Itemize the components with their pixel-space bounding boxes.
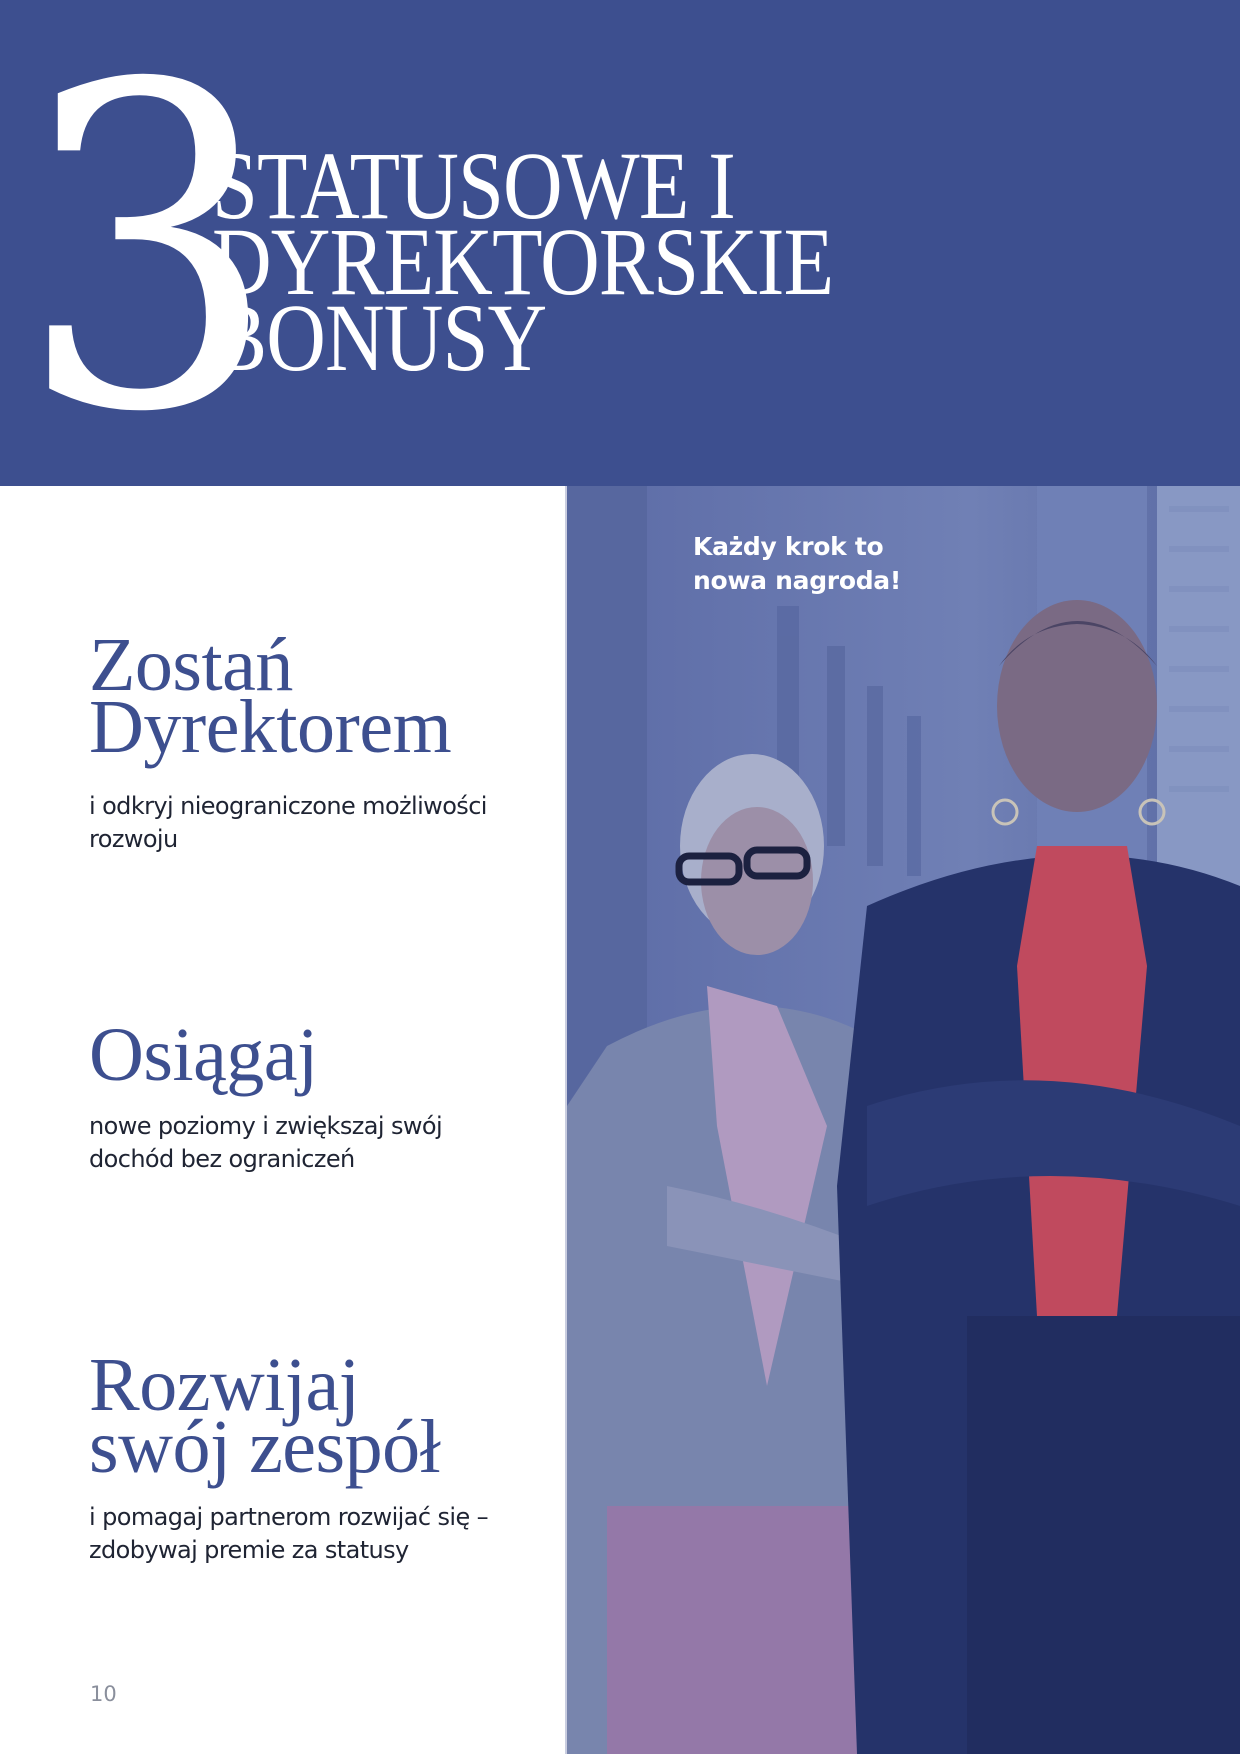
photo-tagline-line: nowa nagroda!: [693, 566, 901, 595]
section-heading-line: swój zespół: [89, 1405, 441, 1489]
section-heading-line: Rozwijaj: [89, 1343, 360, 1427]
header-band: [0, 0, 1240, 486]
section-text-achieve: [89, 1110, 549, 1176]
photo-tagline: [693, 530, 901, 598]
section-text-team: [89, 1501, 549, 1567]
section-heading-team: [89, 1343, 441, 1489]
photo-illustration: [567, 486, 1240, 1754]
section-text-line: i odkryj nieograniczone możliwości: [89, 792, 487, 820]
section-text-director: [89, 790, 549, 856]
section-text-line: nowe poziomy i zwiększaj swój: [89, 1112, 443, 1140]
chapter-number: 3: [18, 0, 279, 486]
section-heading-line: Osiągaj: [89, 1013, 318, 1097]
chapter-title-line-2: DYREKTORSKIE: [212, 208, 834, 315]
section-text-line: i pomagaj partnerom rozwijać się –: [89, 1503, 489, 1531]
section-text-line: dochód bez ograniczeń: [89, 1145, 355, 1173]
photo-tagline-line: Każdy krok to: [693, 532, 884, 561]
chapter-title: [212, 132, 934, 391]
section-text-line: zdobywaj premie za statusy: [89, 1536, 409, 1564]
section-heading-director: [89, 623, 452, 769]
section-text-line: rozwoju: [89, 825, 178, 853]
chapter-title-line-1: STATUSOWE I: [212, 132, 735, 239]
section-heading-line: Zostań: [89, 623, 293, 707]
section-heading-line: Dyrektorem: [89, 685, 452, 769]
photo-two-women: [567, 486, 1240, 1754]
chapter-title-line-3: BONUSY: [212, 284, 547, 391]
section-heading-achieve: [89, 1013, 318, 1097]
page-number: 10: [90, 1682, 117, 1706]
